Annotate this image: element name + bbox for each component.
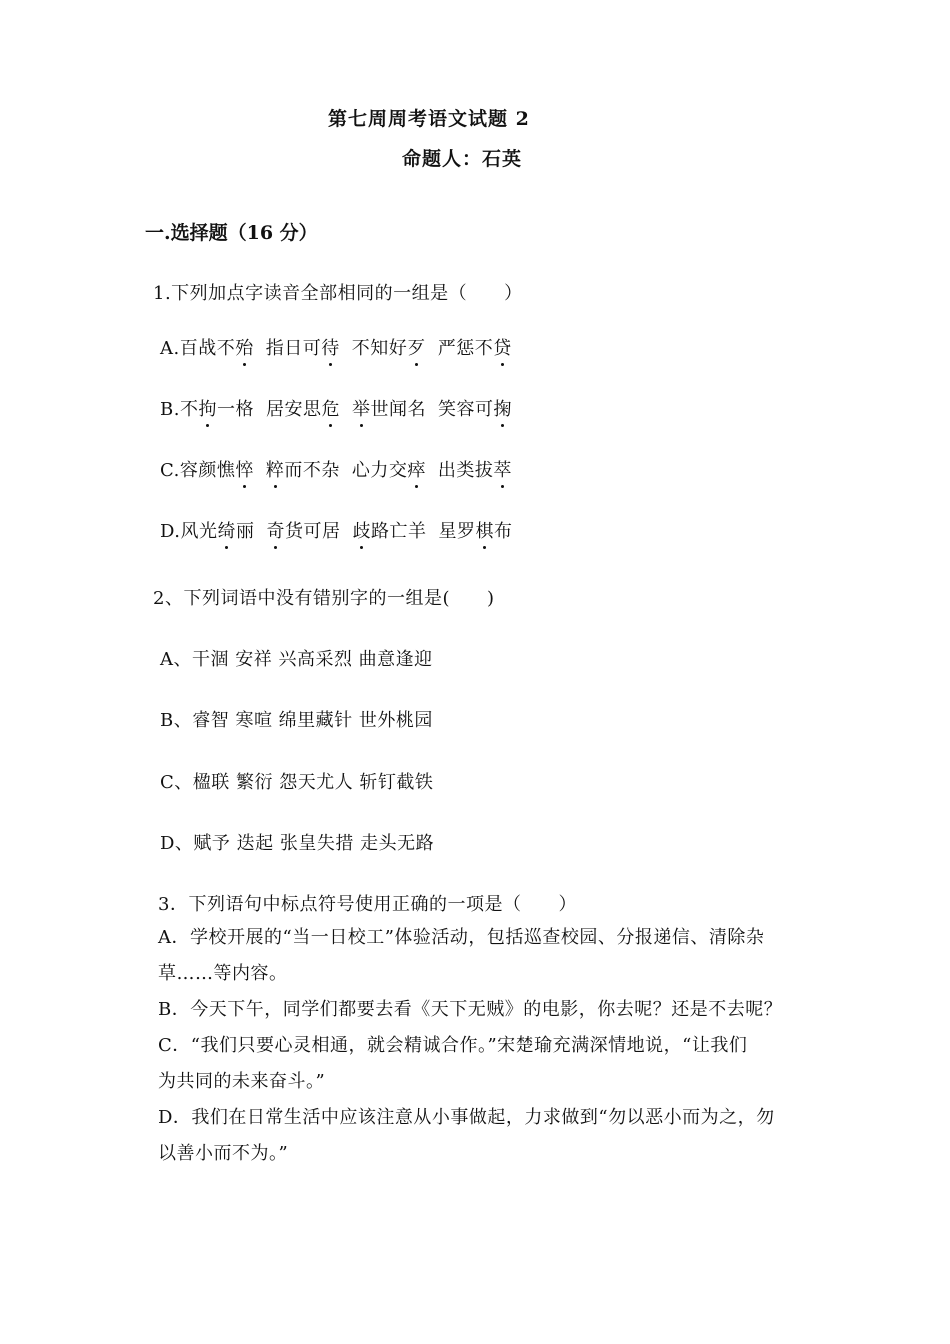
term: 容颜憔悴 bbox=[180, 460, 254, 481]
term: 不拘一格 bbox=[180, 399, 254, 420]
dotted-char: 瘁 bbox=[407, 456, 426, 482]
dotted-char: 棋 bbox=[476, 517, 495, 543]
question-2-stem: 2、下列词语中没有错别字的一组是( ) bbox=[153, 588, 495, 609]
term: 心力交瘁 bbox=[352, 460, 426, 481]
option-label: A. bbox=[160, 338, 180, 359]
term: 举世闻名 bbox=[352, 399, 426, 420]
term: 百战不殆 bbox=[180, 338, 254, 359]
dotted-char: 拘 bbox=[198, 395, 217, 421]
q1-option-c bbox=[160, 456, 524, 482]
dotted-char: 萃 bbox=[493, 456, 512, 482]
q3-option-d-line-2: 以善小而不为。” bbox=[158, 1143, 289, 1164]
q3-options bbox=[158, 920, 808, 1172]
question-3-stem: 3．下列语句中标点符号使用正确的一项是（ ） bbox=[158, 894, 577, 915]
term: 星罗棋布 bbox=[439, 521, 513, 542]
q2-option-d: D、赋予 迭起 张皇失措 走头无路 bbox=[160, 833, 435, 854]
term: 居安思危 bbox=[266, 399, 340, 420]
term: 严惩不贷 bbox=[438, 338, 512, 359]
q1-option-d bbox=[160, 517, 525, 543]
dotted-char: 待 bbox=[321, 334, 340, 360]
dotted-char: 粹 bbox=[266, 456, 285, 482]
term: 奇货可居 bbox=[267, 521, 341, 542]
term: 粹而不杂 bbox=[266, 460, 340, 481]
dotted-char: 悴 bbox=[235, 456, 254, 482]
term: 不知好歹 bbox=[352, 338, 426, 359]
term: 出类拔萃 bbox=[438, 460, 512, 481]
dotted-char: 殆 bbox=[235, 334, 254, 360]
option-label: B. bbox=[160, 399, 180, 420]
q1-option-a bbox=[160, 334, 524, 360]
dotted-char: 掬 bbox=[493, 395, 512, 421]
dotted-char: 贷 bbox=[493, 334, 512, 360]
q3-option-c-line-1: C．“我们只要心灵相通，就会精诚合作。”宋楚瑜充满深情地说，“让我们 bbox=[158, 1035, 748, 1056]
term: 风光绮丽 bbox=[181, 521, 255, 542]
author-line: 命题人：石英 bbox=[402, 148, 523, 170]
section-heading: 一.选择题（16 分） bbox=[145, 222, 318, 244]
dotted-char: 歹 bbox=[407, 334, 426, 360]
dotted-char: 举 bbox=[352, 395, 371, 421]
dotted-char: 危 bbox=[321, 395, 340, 421]
dotted-char: 绮 bbox=[218, 517, 237, 543]
q3-option-b-line-1: B．今天下午，同学们都要去看《天下无贼》的电影，你去呢？还是不去呢？ bbox=[158, 999, 783, 1020]
term: 指日可待 bbox=[266, 338, 340, 359]
page-title: 第七周周考语文试题 2 bbox=[328, 108, 530, 130]
q1-option-b bbox=[160, 395, 524, 421]
term: 笑容可掬 bbox=[438, 399, 512, 420]
q3-option-a-line-2: 草……等内容。 bbox=[158, 963, 288, 984]
question-1-stem: 1.下列加点字读音全部相同的一组是（ ） bbox=[153, 283, 523, 304]
term: 歧路亡羊 bbox=[353, 521, 427, 542]
q3-option-c-line-2: 为共同的未来奋斗。” bbox=[158, 1071, 326, 1092]
dotted-char: 奇 bbox=[267, 517, 286, 543]
q3-option-a-line-1: A．学校开展的“当一日校工”体验活动，包括巡查校园、分报递信、清除杂 bbox=[158, 927, 765, 948]
q2-option-a: A、干涸 安祥 兴高采烈 曲意逢迎 bbox=[160, 649, 433, 670]
q3-option-d-line-1: D．我们在日常生活中应该注意从小事做起，力求做到“勿以恶小而为之，勿 bbox=[158, 1107, 775, 1128]
dotted-char: 歧 bbox=[353, 517, 372, 543]
q2-option-b: B、睿智 寒喧 绵里藏针 世外桃园 bbox=[160, 710, 433, 731]
q2-option-c: C、楹联 繁衍 怨天尤人 斩钉截铁 bbox=[160, 772, 434, 793]
option-label: C. bbox=[160, 460, 180, 481]
option-label: D. bbox=[160, 521, 181, 542]
